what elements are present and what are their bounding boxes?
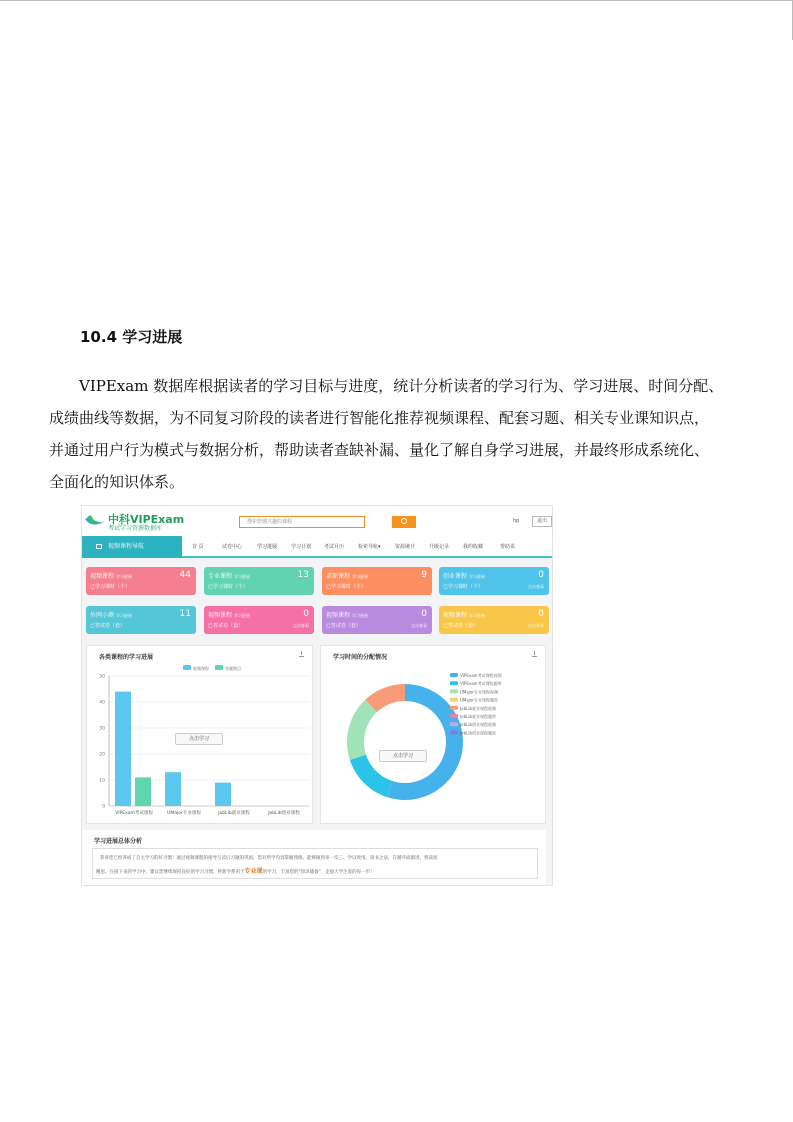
legend-label: JobLib就业课程视频: [460, 705, 497, 711]
y-tick-label: 20: [99, 752, 105, 758]
stat-card[interactable]: [439, 606, 549, 634]
username[interactable]: hp: [513, 518, 520, 524]
y-tick-label: 0: [102, 804, 105, 810]
nav-item-help[interactable]: 帮助说: [500, 544, 516, 550]
legend-label: 视频课程: [193, 666, 209, 671]
paragraph-line: 全面化的知识体系。: [49, 473, 185, 491]
card-link[interactable]: 点击查看: [528, 623, 544, 628]
search-input[interactable]: 搜索您感兴趣的课程: [239, 516, 365, 528]
legend-label: VIPExam考试课程视频: [460, 673, 502, 678]
legend-swatch: [450, 689, 458, 693]
x-tick-label: VIPExam考试课程: [115, 811, 153, 816]
card-subtitle: 已答试卷（套）: [326, 623, 362, 629]
x-tick-label: JobLib就业课程: [218, 811, 250, 816]
card-title: 视频课程 学习进展: [326, 612, 369, 619]
legend-label: VIPExam考试课程题库: [460, 681, 502, 687]
analysis-line: 恭喜您已经养成了自主学习的好习惯！通过视频课程的指导与读后习题的巩固，您对所学内容掌握熟练，能够做到举一反三、学以致用。读书之法，在循序而渐进，熟读而: [100, 856, 438, 861]
section-title: 10.4 学习进展: [80, 328, 183, 346]
course-nav-button[interactable]: [82, 536, 182, 558]
analysis-text-box: [92, 848, 538, 879]
bar: [215, 783, 231, 806]
stat-card[interactable]: [204, 606, 314, 634]
analysis-panel: [82, 830, 546, 886]
search-icon: [401, 518, 407, 524]
card-subtitle: 已答试卷（套）: [90, 623, 126, 629]
analysis-line: [96, 866, 375, 875]
card-subtitle: 已学习课时（个）: [443, 584, 484, 590]
stat-card[interactable]: [439, 567, 549, 595]
analysis-title: 学习进展总体分析: [94, 838, 143, 845]
app-header: [82, 506, 553, 536]
nav-item-progress[interactable]: 学习进展: [257, 536, 277, 558]
bar: [115, 692, 131, 806]
card-number: 9: [421, 570, 427, 580]
nav-item-search-nav[interactable]: 检索导航▾: [358, 544, 381, 550]
y-tick-label: 40: [99, 700, 105, 706]
card-title: 外网小测 学习进展: [90, 612, 133, 619]
legend-swatch: [450, 714, 458, 718]
video-icon: [96, 544, 102, 549]
card-number: 0: [538, 570, 544, 580]
bar-panel-title: 各类课程的学习进展: [99, 654, 154, 661]
pie-chart-panel: [320, 645, 546, 824]
card-subtitle: 已学习课时（个）: [326, 584, 367, 590]
stat-card[interactable]: [322, 606, 432, 634]
analysis-text: 的学习，丰富您的"知识储备"，走稳大学生涯的每一步！: [262, 870, 375, 875]
embedded-screenshot: [81, 505, 553, 886]
search-button[interactable]: [392, 516, 416, 528]
card-number: 11: [179, 609, 191, 619]
legend-swatch: [183, 665, 191, 670]
x-tick-label: UMajor专业课程: [167, 811, 201, 816]
body-paragraph: [49, 370, 749, 498]
card-link[interactable]: 点击查看: [528, 584, 544, 589]
legend-swatch: [450, 673, 458, 677]
card-link[interactable]: 点击查看: [411, 623, 427, 628]
legend-label: JobLib就业课程题库: [460, 714, 497, 719]
legend-label: JobLib创业课程视频: [460, 722, 497, 728]
card-title: 创业课程 学习进展: [443, 573, 486, 580]
legend-label: JobLib创业课程题库: [460, 730, 497, 736]
nav-item-stats[interactable]: 资源统计: [395, 544, 416, 550]
card-number: 0: [303, 609, 309, 619]
card-number: 44: [179, 570, 191, 580]
legend-label: UMajor专业课程视频: [460, 689, 499, 695]
bar: [165, 772, 181, 806]
legend-swatch: [450, 730, 458, 734]
bar-chart-panel: [86, 645, 313, 824]
card-title: 视频课程 学习进展: [90, 573, 133, 580]
card-title: 视频课程 学习进展: [208, 612, 251, 619]
card-subtitle: 已学习课时（个）: [90, 584, 131, 590]
logo[interactable]: [84, 511, 185, 533]
card-title: 专业课程 学习进展: [208, 573, 251, 580]
y-tick-label: 50: [99, 674, 105, 680]
page-top-border: [0, 0, 793, 1]
analysis-text: 精思。在接下来的学习中，建议您继续保持良好的学习习惯，将新学系用于: [96, 870, 245, 875]
legend-swatch: [450, 722, 458, 726]
logo-icon: [84, 513, 106, 529]
stat-card[interactable]: [86, 567, 196, 595]
card-title: 求职课程 学习进展: [326, 573, 369, 580]
nav-item-papers[interactable]: 试卷中心: [222, 544, 243, 550]
stat-card[interactable]: [86, 606, 196, 634]
card-subtitle: 已答试卷（套）: [443, 623, 479, 629]
y-tick-label: 30: [99, 726, 105, 732]
bar: [135, 777, 151, 806]
nav-item-upgrades[interactable]: 升级记录: [429, 544, 450, 550]
card-number: 0: [421, 609, 427, 619]
analysis-highlight: 专业课: [244, 868, 263, 875]
paragraph-line: VIPExam 数据库根据读者的学习目标与进度，统计分析读者的学习行为、学习进展、时间分配、: [79, 377, 724, 395]
legend-swatch: [450, 706, 458, 710]
main-nav: [82, 536, 553, 558]
x-tick-label: JobLib创业课程: [268, 811, 300, 816]
nav-item-calendar[interactable]: 考试月历: [324, 544, 345, 550]
legend-label: UMajor专业课程题库: [460, 697, 499, 703]
click-learn-button[interactable]: 点击学习: [379, 750, 427, 762]
course-nav-label: 视频课程导航: [108, 543, 145, 550]
nav-item-favorites[interactable]: 我的收藏: [463, 544, 484, 550]
card-subtitle: 已学习课时（个）: [208, 584, 249, 590]
nav-item-plan[interactable]: 学习计划: [291, 544, 312, 550]
legend-swatch: [450, 698, 458, 702]
stat-card[interactable]: [322, 567, 432, 595]
logo-subtitle: 考试学习资源数据库: [108, 525, 163, 532]
stat-card[interactable]: [204, 567, 314, 595]
logout-button[interactable]: 退出: [532, 516, 552, 527]
card-subtitle: 已答试卷（套）: [208, 623, 244, 629]
paragraph-line: 并通过用户行为模式与数据分析，帮助读者查缺补漏、量化了解自身学习进展，并最终形成系统化、: [49, 441, 710, 459]
card-title: 视频课程 学习进展: [443, 612, 486, 619]
legend-label: 答题数目: [225, 666, 241, 671]
legend-swatch: [215, 665, 223, 670]
card-link[interactable]: 点击查看: [293, 623, 309, 628]
card-number: 13: [297, 570, 309, 580]
nav-item-home[interactable]: 首 页: [192, 544, 204, 550]
paragraph-line: 成绩曲线等数据，为不同复习阶段的读者进行智能化推荐视频课程、配套习题、相关专业课知识点，: [49, 409, 710, 427]
card-number: 0: [538, 609, 544, 619]
logo-brand: 中科VIPExam: [108, 513, 185, 526]
click-learn-button[interactable]: 点击学习: [175, 733, 223, 745]
pie-chart: [321, 646, 547, 825]
pie-panel-title: 学习时间的分配情况: [333, 654, 388, 661]
y-tick-label: 10: [99, 778, 105, 784]
legend-swatch: [450, 681, 458, 685]
donut-hole: [364, 701, 446, 783]
